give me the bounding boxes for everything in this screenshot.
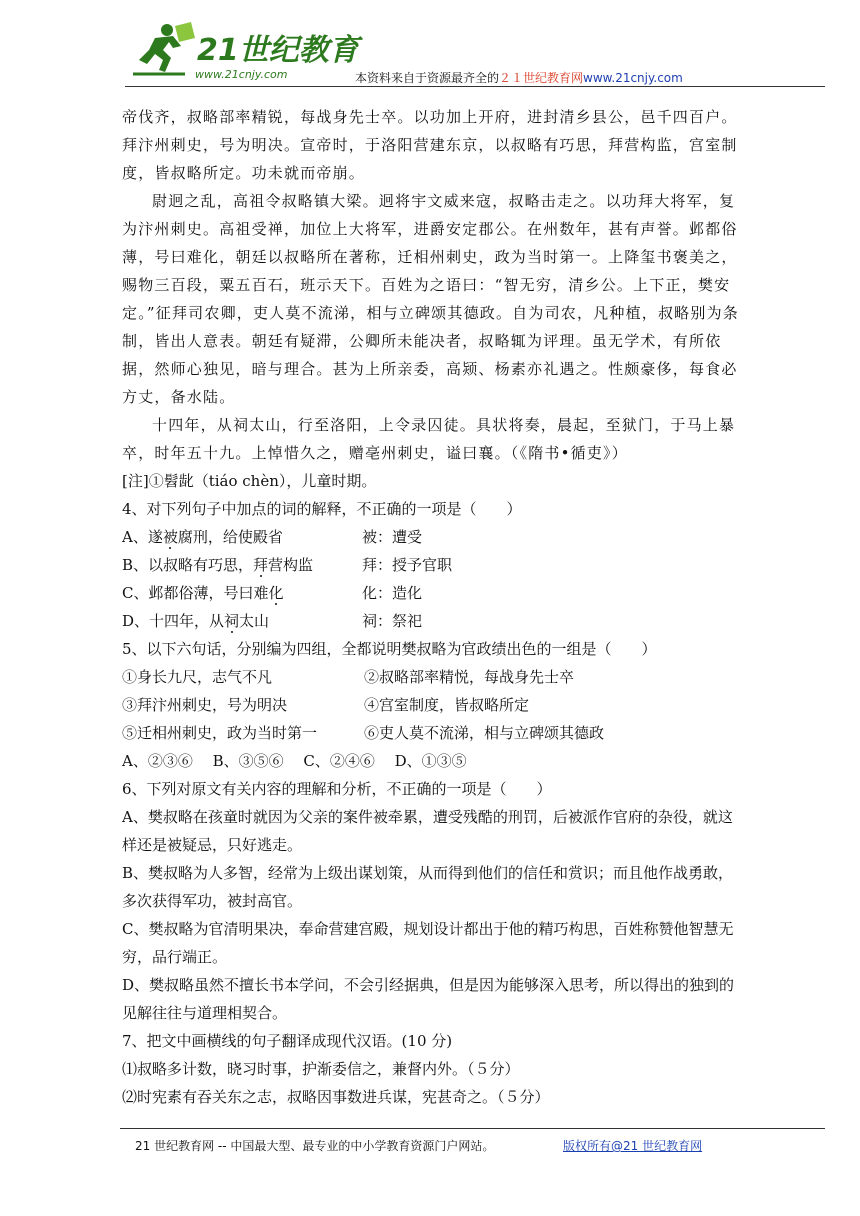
passage-note: [注]①髫龀（tiáo chèn），儿童时期。	[122, 472, 377, 490]
header-notice-prefix: 本资料来自于资源最齐全的	[355, 71, 500, 85]
q4-option-gloss: 化：造化	[362, 584, 423, 602]
q4-option-gloss: 祠：祭祀	[362, 612, 423, 630]
q4-option-c: C、邺都俗薄，号曰难化 化：造化	[122, 579, 744, 607]
header-notice	[355, 69, 683, 86]
q4-option-b: B、以叔略有巧思，拜营构监 拜：授予官职	[122, 551, 744, 579]
document-body	[122, 103, 744, 1111]
q7-sentence-2: ⑵时宪素有吞关东之志，叔略因事数进兵谋，宪甚奇之。（５分）	[122, 1088, 550, 1106]
q4-option-gloss: 拜：授予官职	[362, 556, 453, 574]
dotted-word: 化	[268, 584, 284, 602]
q5-item-row: ①身长九尺，志气不凡 ②叔略部率精悦，每战身先士卒	[122, 668, 575, 686]
copyright-link[interactable]: 版权所有@21 世纪教育网	[563, 1139, 703, 1153]
q6-option-a: A、樊叔略在孩童时就因为父亲的案件被牵累，遭受残酷的刑罚，后被派作官府的杂役，就这样还是被疑忌，只好逃走。	[122, 808, 733, 854]
q5-item-row: ③拜汴州刺史，号为明决 ④宫室制度，皆叔略所定	[122, 696, 530, 714]
q6-option-b: B、樊叔略为人多智，经常为上级出谋划策，从而得到他们的信任和赏识；而且他作战勇敢，多次获得军功，被封高官。	[122, 864, 734, 910]
header-divider	[125, 86, 825, 87]
logo-text: 21世纪教育	[197, 33, 359, 68]
header-notice-highlight: ２１世纪教育网	[499, 71, 584, 85]
logo-url: www.21cnjy.com	[195, 68, 288, 81]
dotted-word: 被	[162, 528, 178, 546]
question-4-stem: 4、对下列句子中加点的词的解释，不正确的一项是（ ）	[122, 500, 522, 518]
q4-option-a: A、遂被腐刑，给使殿省 被：遭受	[122, 523, 744, 551]
q5-answers: A、②③⑥ B、③⑤⑥ C、②④⑥ D、①③⑤	[122, 752, 467, 770]
q5-item-row: ⑤迁相州刺史，政为当时第一 ⑥吏人莫不流涕，相与立碑颂其德政	[122, 724, 605, 742]
q7-sentence-1: ⑴叔略多计数，晓习时事，护渐委信之，兼督内外。（５分）	[122, 1060, 520, 1078]
header-notice-url[interactable]: www.21cnjy.com	[583, 71, 683, 85]
q6-option-d: D、樊叔略虽然不擅长书本学问，不会引经据典，但是因为能够深入思考，所以得出的独到的见解往往与道理相契合。	[122, 976, 735, 1022]
passage-paragraph-2: 尉迥之乱，高祖令叔略镇大梁。迥将宇文威来寇，叔略击走之。以功拜大将军，复为汴州刺史。高祖受禅，加位上大将军，进爵安定郡公。在州数年，甚有声誉。邺都俗薄，号曰难化，朝廷以叔略所在著称，迁相州刺史，政为当时第一。上降玺书褒美之，赐物三百段，粟五百石，班示天下。百姓为之语曰：“智无穷，清乡公。上下正，樊安定。”征拜司农卿，吏人莫不流涕，相与立碑颂其德政。自为司农，凡种植，叔略别为条制，皆出人意表。朝廷有疑滞，公卿所未能决者，叔略辄为评理。虽无学术，有所依据，然师心独见，暗与理合。甚为上所亲委，高颎、杨素亦礼遇之。性颇豪侈，每食必方丈，备水陆。	[122, 192, 739, 406]
passage-paragraph-3: 十四年，从祠太山，行至洛阳，上令录囚徒。具状将奏，晨起，至狱门，于马上暴卒，时年五十九。上悼惜久之，赠亳州刺史，谥曰襄。（《隋书•循吏》）	[122, 416, 736, 462]
dotted-word: 祠	[224, 612, 240, 630]
page-footer	[135, 1137, 703, 1154]
q4-option-d: D、十四年，从祠太山 祠：祭祀	[122, 607, 744, 635]
logo-graphic	[125, 20, 359, 84]
question-7-stem: 7、把文中画横线的句子翻译成现代汉语。(10 分)	[122, 1032, 453, 1050]
dotted-word: 拜	[253, 556, 269, 574]
question-6-stem: 6、下列对原文有关内容的理解和分析，不正确的一项是（ ）	[122, 780, 552, 798]
footer-text: 21 世纪教育网 -- 中国最大型、最专业的中小学教育资源门户网站。	[135, 1139, 495, 1153]
passage-paragraph-1: 帝伐齐，叔略部率精锐，每战身先士卒。以功加上开府，进封清乡县公，邑千四百户。拜汴州刺史，号为明决。宣帝时，于洛阳营建东京，以叔略有巧思，拜营构监，宫室制度，皆叔略所定。功未就而帝崩。	[122, 108, 738, 182]
question-5-stem: 5、以下六句话，分别编为四组，全都说明樊叔略为官政绩出色的一组是（ ）	[122, 640, 657, 658]
q4-option-gloss: 被：遭受	[362, 528, 423, 546]
page-header	[125, 20, 825, 86]
q6-option-c: C、樊叔略为官清明果决，奉命营建宫殿，规划设计都出于他的精巧构思，百姓称赞他智慧无穷，品行端正。	[122, 920, 734, 966]
site-logo	[125, 20, 359, 84]
footer-divider	[120, 1128, 825, 1129]
